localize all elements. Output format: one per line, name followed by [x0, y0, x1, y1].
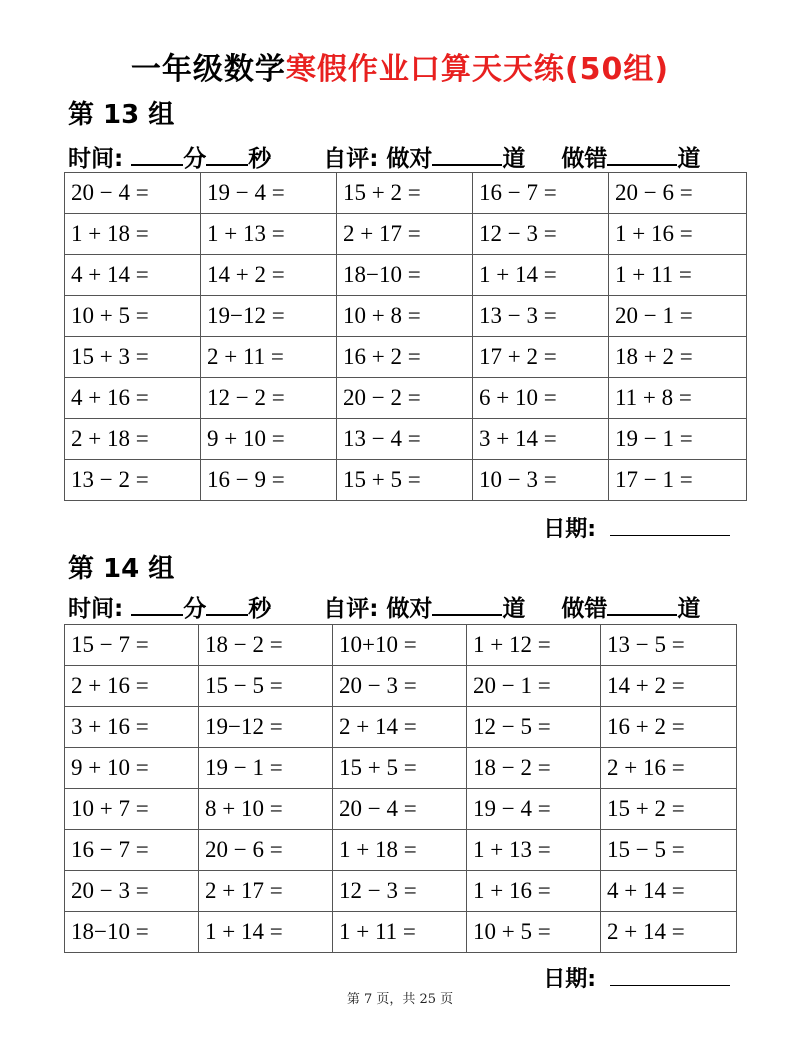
problem-cell: 12 − 5 =	[467, 707, 601, 748]
problem-cell: 1 + 13 =	[467, 830, 601, 871]
group-14-problem-table	[64, 624, 737, 953]
table-row	[65, 871, 737, 912]
group-14-info-line	[68, 590, 700, 623]
table-row	[65, 625, 737, 666]
problem-cell: 15 − 5 =	[601, 830, 737, 871]
problem-cell: 10 + 8 =	[337, 296, 473, 337]
wrong-blank	[607, 596, 677, 616]
problem-cell: 17 − 1 =	[609, 460, 747, 501]
minutes-blank	[131, 146, 183, 166]
problem-cell: 14 + 2 =	[601, 666, 737, 707]
group-13-label: 第 13 组	[68, 100, 175, 130]
wrong-unit: 道	[677, 146, 701, 172]
table-row	[65, 214, 747, 255]
table-row	[65, 337, 747, 378]
problem-cell: 13 − 5 =	[601, 625, 737, 666]
problem-cell: 1 + 14 =	[473, 255, 609, 296]
problem-cell: 10 − 3 =	[473, 460, 609, 501]
problem-cell: 14 + 2 =	[201, 255, 337, 296]
correct-blank	[432, 596, 502, 616]
problem-cell: 16 − 7 =	[473, 173, 609, 214]
problem-cell: 16 − 7 =	[65, 830, 199, 871]
seconds-blank	[206, 146, 248, 166]
problem-cell: 2 + 16 =	[601, 748, 737, 789]
wrong-label: 做错	[561, 146, 608, 172]
problem-cell: 17 + 2 =	[473, 337, 609, 378]
problem-cell: 18 + 2 =	[609, 337, 747, 378]
problem-cell: 3 + 14 =	[473, 419, 609, 460]
problem-cell: 1 + 18 =	[65, 214, 201, 255]
problem-cell: 12 − 3 =	[473, 214, 609, 255]
correct-unit: 道	[502, 596, 526, 622]
problem-cell: 4 + 16 =	[65, 378, 201, 419]
problem-cell: 20 − 6 =	[199, 830, 333, 871]
table-row	[65, 830, 737, 871]
minutes-label: 分	[183, 146, 207, 172]
problem-cell: 11 + 8 =	[609, 378, 747, 419]
correct-label: 自评: 做对	[323, 146, 433, 172]
problem-cell: 20 − 1 =	[467, 666, 601, 707]
problem-cell: 9 + 10 =	[65, 748, 199, 789]
problem-cell: 10+10 =	[333, 625, 467, 666]
problem-cell: 15 − 7 =	[65, 625, 199, 666]
problem-cell: 10 + 5 =	[65, 296, 201, 337]
table-row	[65, 255, 747, 296]
problem-cell: 2 + 17 =	[337, 214, 473, 255]
problem-cell: 1 + 13 =	[201, 214, 337, 255]
problem-cell: 20 − 4 =	[65, 173, 201, 214]
problem-cell: 15 − 5 =	[199, 666, 333, 707]
problem-cell: 4 + 14 =	[65, 255, 201, 296]
minutes-label: 分	[183, 596, 207, 622]
problem-cell: 13 − 3 =	[473, 296, 609, 337]
problem-cell: 19 − 4 =	[201, 173, 337, 214]
problem-cell: 18 − 2 =	[199, 625, 333, 666]
table-row	[65, 748, 737, 789]
group-13-problem-table	[64, 172, 747, 501]
wrong-label: 做错	[561, 596, 608, 622]
problem-cell: 18−10 =	[337, 255, 473, 296]
table-row	[65, 173, 747, 214]
time-label: 时间:	[68, 146, 124, 172]
group-13-info-line	[68, 140, 700, 173]
problem-cell: 15 + 2 =	[337, 173, 473, 214]
problem-cell: 19 − 4 =	[467, 789, 601, 830]
problem-cell: 1 + 14 =	[199, 912, 333, 953]
title-red: 寒假作业口算天天练(50组)	[285, 52, 670, 87]
date-blank	[610, 967, 730, 986]
problem-cell: 13 − 4 =	[337, 419, 473, 460]
table-row	[65, 460, 747, 501]
problem-cell: 1 + 16 =	[467, 871, 601, 912]
title-black: 一年级数学	[130, 52, 286, 87]
table-row	[65, 378, 747, 419]
problem-cell: 20 − 3 =	[333, 666, 467, 707]
problem-cell: 16 − 9 =	[201, 460, 337, 501]
problem-cell: 6 + 10 =	[473, 378, 609, 419]
problem-cell: 16 + 2 =	[601, 707, 737, 748]
date-label: 日期:	[543, 967, 596, 992]
page-footer: 第 7 页，共 25 页	[346, 992, 454, 1007]
problem-cell: 2 + 14 =	[333, 707, 467, 748]
problem-cell: 15 + 2 =	[601, 789, 737, 830]
wrong-unit: 道	[677, 596, 701, 622]
time-label: 时间:	[68, 596, 124, 622]
problem-cell: 15 + 3 =	[65, 337, 201, 378]
problem-cell: 20 − 2 =	[337, 378, 473, 419]
seconds-blank	[206, 596, 248, 616]
problem-cell: 3 + 16 =	[65, 707, 199, 748]
problem-cell: 15 + 5 =	[333, 748, 467, 789]
problem-cell: 9 + 10 =	[201, 419, 337, 460]
correct-label: 自评: 做对	[323, 596, 433, 622]
problem-cell: 1 + 11 =	[609, 255, 747, 296]
page-title	[0, 44, 800, 88]
table-row	[65, 707, 737, 748]
problem-cell: 8 + 10 =	[199, 789, 333, 830]
problem-cell: 18−10 =	[65, 912, 199, 953]
wrong-blank	[607, 146, 677, 166]
problem-cell: 1 + 11 =	[333, 912, 467, 953]
problem-cell: 13 − 2 =	[65, 460, 201, 501]
problem-cell: 2 + 17 =	[199, 871, 333, 912]
problem-cell: 2 + 18 =	[65, 419, 201, 460]
correct-blank	[432, 146, 502, 166]
correct-unit: 道	[502, 146, 526, 172]
date-blank	[610, 517, 730, 536]
problem-cell: 10 + 7 =	[65, 789, 199, 830]
problem-cell: 2 + 11 =	[201, 337, 337, 378]
table-row	[65, 666, 737, 707]
problem-cell: 19 − 1 =	[199, 748, 333, 789]
group-14-label: 第 14 组	[68, 554, 175, 584]
problem-cell: 20 − 1 =	[609, 296, 747, 337]
table-row	[65, 912, 737, 953]
table-row	[65, 419, 747, 460]
problem-cell: 2 + 14 =	[601, 912, 737, 953]
problem-cell: 1 + 12 =	[467, 625, 601, 666]
minutes-blank	[131, 596, 183, 616]
table-row	[65, 296, 747, 337]
problem-cell: 20 − 4 =	[333, 789, 467, 830]
problem-cell: 20 − 3 =	[65, 871, 199, 912]
problem-cell: 12 − 2 =	[201, 378, 337, 419]
problem-cell: 1 + 18 =	[333, 830, 467, 871]
seconds-label: 秒	[248, 596, 272, 622]
problem-cell: 19−12 =	[199, 707, 333, 748]
problem-cell: 16 + 2 =	[337, 337, 473, 378]
problem-cell: 15 + 5 =	[337, 460, 473, 501]
problem-cell: 19 − 1 =	[609, 419, 747, 460]
problem-cell: 19−12 =	[201, 296, 337, 337]
problem-cell: 18 − 2 =	[467, 748, 601, 789]
table-row	[65, 789, 737, 830]
problem-cell: 1 + 16 =	[609, 214, 747, 255]
problem-cell: 4 + 14 =	[601, 871, 737, 912]
problem-cell: 10 + 5 =	[467, 912, 601, 953]
seconds-label: 秒	[248, 146, 272, 172]
problem-cell: 12 − 3 =	[333, 871, 467, 912]
group-13-date	[543, 512, 730, 543]
problem-cell: 20 − 6 =	[609, 173, 747, 214]
date-label: 日期:	[543, 517, 596, 542]
problem-cell: 2 + 16 =	[65, 666, 199, 707]
